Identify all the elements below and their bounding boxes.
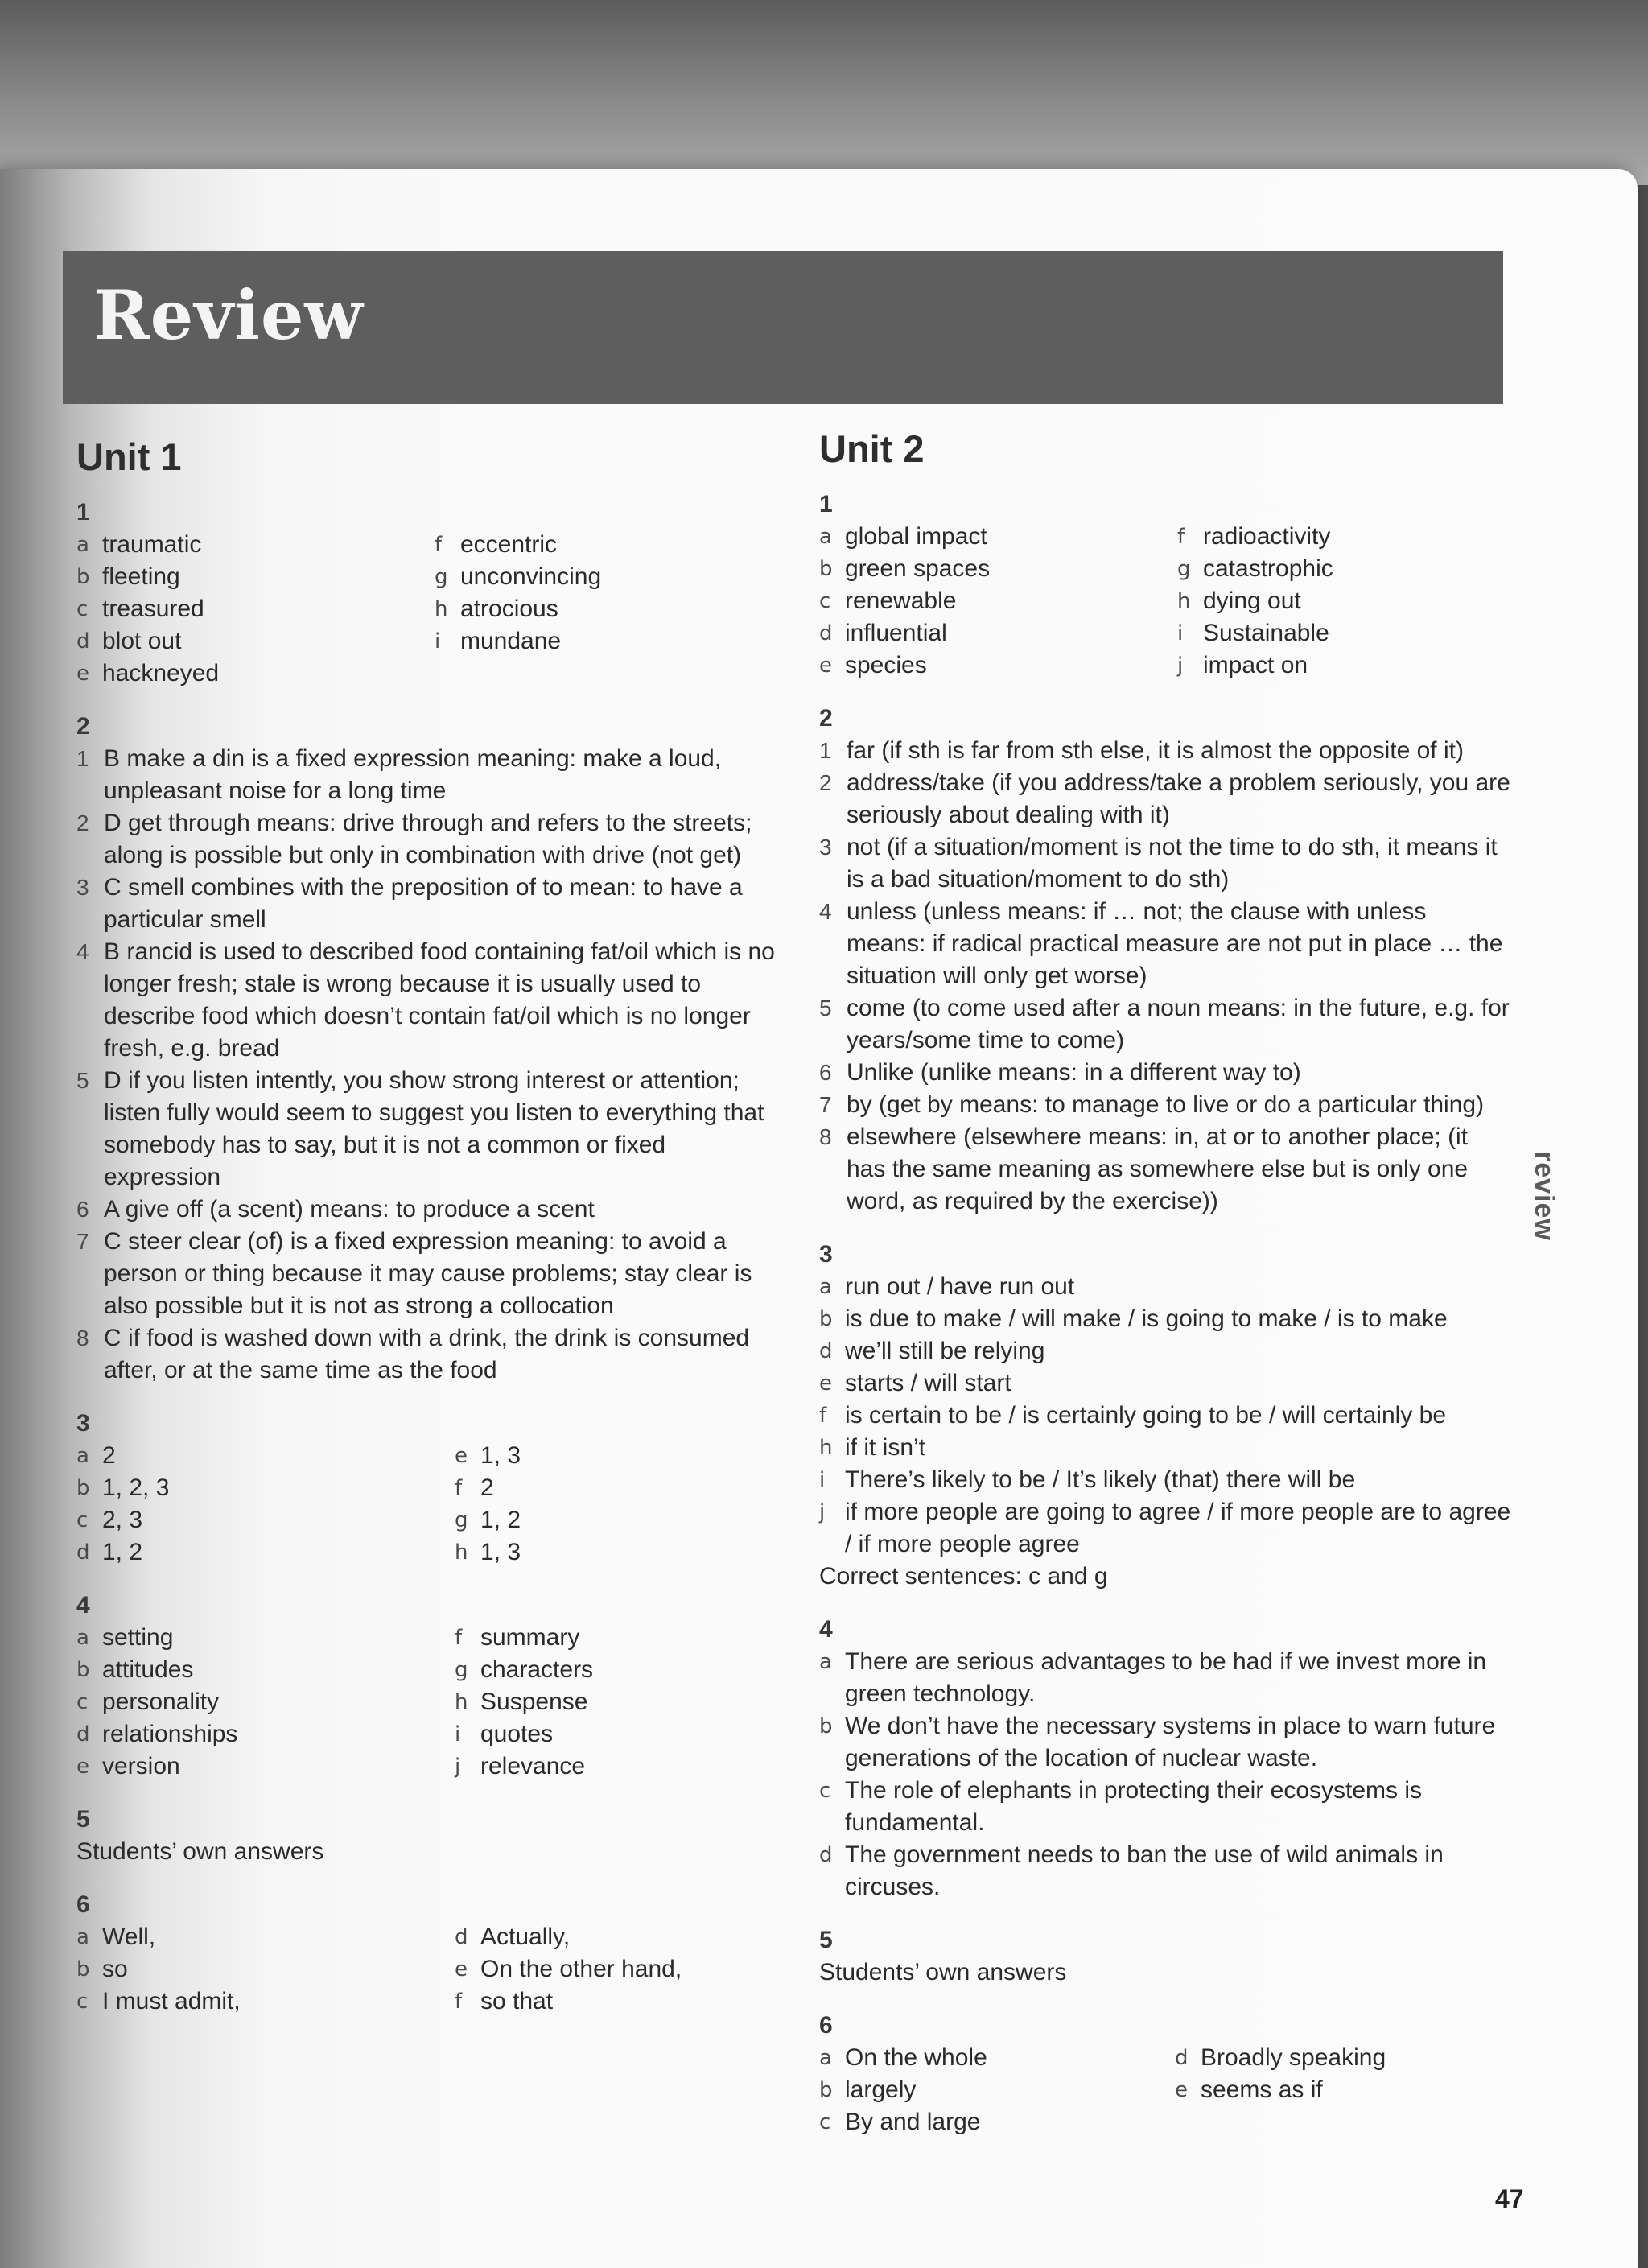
answer-text: attitudes [102, 1656, 194, 1683]
answer-item [455, 1536, 785, 1569]
answer-text: version [102, 1753, 180, 1779]
answer-item [76, 1472, 455, 1504]
answer-letter: e [455, 1957, 468, 1981]
answer-letter: e [76, 1755, 89, 1779]
answer-text: green spaces [845, 555, 991, 582]
answer-letter: e [819, 654, 832, 678]
review-banner [63, 251, 1503, 404]
answer-column-right [455, 1622, 785, 1783]
answer-column-left [76, 1921, 455, 2018]
answer-letter: i [435, 629, 441, 654]
answer-item [819, 2042, 1175, 2074]
answer-number: 1 [819, 738, 832, 763]
answer-text: B make a din is a fixed expression meaning: make a loud, unpleasant noise for a long time [104, 745, 722, 804]
answer-item [819, 1271, 1511, 1303]
answer-column-left [76, 529, 435, 690]
answer-item [76, 593, 435, 625]
unit1-exercise-1 [76, 497, 785, 690]
answer-letter: d [1175, 2046, 1189, 2070]
answer-item [76, 1686, 455, 1718]
unit1-exercise-6 [76, 1889, 785, 2018]
unit1-heading: Unit 1 [76, 435, 182, 478]
answer-item [819, 1710, 1511, 1775]
answer-letter: b [819, 1307, 833, 1331]
answer-text: On the other hand, [480, 1956, 682, 1982]
answer-item [1177, 585, 1511, 617]
exercise-number: 6 [76, 1891, 90, 1918]
answer-text: Sustainable [1203, 620, 1329, 646]
answer-letter: a [819, 525, 832, 549]
answer-text: elsewhere (elsewhere means: in, at or to another place; (it has the same meaning as somewhere else but is only one word, as required by the exercise)) [847, 1124, 1469, 1214]
answer-item [455, 1953, 785, 1986]
answer-item [819, 1367, 1511, 1400]
answer-letter: b [76, 565, 90, 589]
answer-letter: h [435, 597, 448, 621]
answer-text: 2 [102, 1442, 116, 1469]
answer-letter: f [819, 1404, 827, 1428]
exercise-number: 6 [819, 2012, 833, 2039]
exercise-number: 4 [819, 1616, 833, 1643]
answer-item [455, 1622, 785, 1654]
answer-column-right [1177, 521, 1511, 682]
exercise-number: 3 [819, 1241, 833, 1268]
answer-grid [76, 1622, 785, 1783]
answer-letter: b [819, 1714, 833, 1738]
answer-item [76, 1536, 455, 1569]
answer-letter: e [1175, 2078, 1188, 2102]
answer-text: largely [845, 2076, 917, 2103]
answer-column-right [455, 1440, 785, 1569]
answer-item [819, 1303, 1511, 1335]
answer-letter: g [1177, 557, 1191, 581]
unit2-exercise-4 [819, 1614, 1511, 1903]
answer-text: B rancid is used to described food containing fat/oil which is no longer fresh; stale is wrong because it is usually used to describe food which doesn’t contain fat/oil which is no longer fresh, e.g. bread [104, 938, 775, 1062]
answer-letter: i [819, 1468, 826, 1492]
answer-text: unless (unless means: if … not; the clause with unless means: if radical practical measure are not put in place … the situation will only get worse) [847, 898, 1503, 989]
answer-letter: d [76, 1540, 90, 1565]
exercise-number: 2 [819, 705, 833, 732]
answer-text: personality [102, 1689, 220, 1715]
answer-item [435, 625, 785, 658]
answer-text: D if you listen intently, you show strong interest or attention; listen fully would seem to suggest you listen to everything that somebody has to say, but it is not a common or fixed expression [104, 1067, 764, 1190]
answer-letter: c [819, 2110, 831, 2134]
answer-letter: h [1177, 589, 1191, 613]
answer-item [819, 992, 1511, 1057]
answer-text: Unlike (unlike means: in a different way to) [847, 1059, 1301, 1086]
answer-letter: f [455, 1990, 463, 2014]
answer-letter: f [1177, 525, 1185, 549]
answer-item [455, 1686, 785, 1718]
answer-text: 1, 2 [480, 1507, 521, 1533]
answer-column-right [455, 1921, 785, 2018]
answer-letter: c [819, 589, 831, 613]
answer-number: 3 [76, 875, 89, 900]
answer-item [819, 1775, 1511, 1839]
answer-letter: j [819, 1500, 826, 1524]
answer-text: if more people are going to agree / if more people are to agree / if more people agree [845, 1499, 1511, 1557]
answer-text: global impact [845, 523, 987, 550]
answer-text: Broadly speaking [1201, 2044, 1386, 2071]
answer-item [819, 896, 1511, 992]
answer-letter: h [455, 1690, 468, 1714]
answer-text: There are serious advantages to be had if we invest more in green technology. [845, 1648, 1487, 1707]
answer-text: characters [480, 1656, 594, 1683]
answer-item [435, 593, 785, 625]
scan-background [0, 0, 1648, 185]
unit2-exercise-1 [819, 489, 1511, 682]
answer-letter: i [1177, 621, 1184, 645]
answer-item [76, 1504, 455, 1536]
answer-text: starts / will start [845, 1370, 1011, 1396]
answer-letter: g [455, 1658, 468, 1682]
answer-item [819, 767, 1511, 831]
answer-text: I must admit, [102, 1988, 241, 2014]
answer-item [76, 807, 785, 872]
answer-letter: d [819, 621, 833, 645]
answer-item [819, 521, 1177, 553]
answer-text: Well, [102, 1924, 156, 1950]
answer-item [76, 625, 435, 658]
answer-letter: a [76, 1444, 89, 1468]
answer-text: catastrophic [1203, 555, 1333, 582]
answer-letter: g [455, 1508, 468, 1532]
answer-text: run out / have run out [845, 1273, 1075, 1300]
answer-letter: c [76, 1508, 89, 1532]
answer-text: radioactivity [1203, 523, 1331, 550]
answer-item [76, 1322, 785, 1387]
answer-text: hackneyed [102, 660, 220, 687]
answer-number: 7 [76, 1229, 89, 1254]
answer-letter: c [76, 1990, 89, 2014]
exercise-number: 4 [76, 1592, 90, 1619]
answer-grid [76, 1921, 785, 2018]
answer-letter: d [819, 1843, 833, 1867]
answer-letter: a [819, 2046, 832, 2070]
exercise-number: 1 [76, 499, 90, 526]
answer-text: Suspense [480, 1689, 588, 1715]
answer-text: atrocious [460, 596, 558, 622]
exercise-number: 5 [76, 1806, 90, 1833]
answer-item [76, 1986, 455, 2018]
answer-item [819, 1839, 1511, 1903]
answer-item [819, 585, 1177, 617]
answer-item [819, 1400, 1511, 1432]
answer-text: Students’ own answers [76, 1838, 324, 1865]
unit1-column [76, 435, 785, 2039]
answer-text: far (if sth is far from sth else, it is almost the opposite of it) [847, 737, 1464, 764]
answer-letter: a [76, 533, 89, 557]
answer-text: fleeting [102, 563, 180, 590]
answer-text: Actually, [480, 1924, 571, 1950]
answer-text: C smell combines with the preposition of to mean: to have a particular smell [104, 874, 743, 933]
unit2-exercise-3 [819, 1239, 1511, 1593]
answer-text: address/take (if you address/take a problem seriously, you are seriously about dealing with it) [847, 769, 1510, 828]
answer-letter: h [819, 1436, 833, 1460]
answer-item [455, 1921, 785, 1953]
answer-item [819, 735, 1511, 767]
answer-item [819, 649, 1177, 682]
answer-letter: a [819, 1650, 832, 1674]
answer-item [76, 1654, 455, 1686]
answer-text: we’ll still be relying [845, 1338, 1045, 1364]
answer-item [1175, 2074, 1511, 2106]
answer-number: 4 [819, 899, 832, 924]
exercise-number: 5 [819, 1927, 833, 1953]
answer-letter: c [76, 597, 89, 621]
answer-item [76, 1622, 455, 1654]
section-side-tab: review [1529, 1151, 1559, 1241]
answer-letter: e [819, 1371, 832, 1396]
answer-text: Students’ own answers [819, 1959, 1067, 1986]
answer-letter: f [455, 1626, 463, 1650]
answer-item [819, 1121, 1511, 1218]
answer-text: not (if a situation/moment is not the time to do sth, it means it is a bad situation/moment to do sth) [847, 834, 1498, 893]
answer-item [819, 831, 1511, 896]
answer-text: By and large [845, 2109, 981, 2135]
exercise-number: 2 [76, 713, 90, 740]
answer-number: 8 [76, 1326, 89, 1350]
answer-item [76, 529, 435, 561]
answer-item [435, 561, 785, 593]
answer-letter: f [455, 1476, 463, 1500]
answer-item [819, 1335, 1511, 1367]
answer-text: relationships [102, 1721, 238, 1747]
answer-number: 1 [76, 746, 89, 771]
answer-number: 5 [76, 1068, 89, 1093]
unit1-exercise-2 [76, 711, 785, 1387]
answer-column-left [76, 1622, 455, 1783]
answer-number: 6 [76, 1197, 89, 1222]
answer-item [76, 743, 785, 807]
answer-text: species [845, 652, 927, 678]
answer-text: seems as if [1201, 2076, 1323, 2103]
answer-text: if it isn’t [845, 1434, 926, 1461]
answer-text: traumatic [102, 531, 202, 558]
answer-text: There’s likely to be / It’s likely (that) there will be [845, 1466, 1356, 1493]
answer-letter: j [1177, 654, 1184, 678]
unit1-exercise-4 [76, 1590, 785, 1783]
answer-item [819, 1432, 1511, 1464]
answer-item [76, 658, 435, 690]
answer-item [76, 1750, 455, 1783]
answer-text: On the whole [845, 2044, 987, 2071]
answer-item [76, 561, 435, 593]
answer-item [819, 2106, 1175, 2138]
answer-text: setting [102, 1624, 174, 1651]
answer-number: 6 [819, 1060, 832, 1085]
answer-text: influential [845, 620, 947, 646]
page-number: 47 [1495, 2184, 1524, 2213]
answer-text: so [102, 1956, 128, 1982]
answer-item [1177, 553, 1511, 585]
answer-text: C if food is washed down with a drink, the drink is consumed after, or at the same time as the food [104, 1325, 750, 1383]
answer-text: 1, 3 [480, 1442, 521, 1469]
answer-text: 1, 2, 3 [102, 1474, 170, 1501]
answer-grid [819, 521, 1511, 682]
answer-item [455, 1986, 785, 2018]
answer-number: 5 [819, 996, 832, 1021]
answer-letter: b [819, 557, 833, 581]
answer-letter: f [435, 533, 443, 557]
answer-item [455, 1472, 785, 1504]
answer-item [76, 1194, 785, 1226]
answer-item [819, 553, 1177, 585]
unit2-exercise-2 [819, 703, 1511, 1218]
answer-letter: d [455, 1925, 468, 1949]
answer-text: A give off (a scent) means: to produce a scent [104, 1196, 595, 1223]
answer-letter: c [76, 1690, 89, 1714]
answer-column-left [819, 521, 1177, 682]
answer-item [435, 529, 785, 561]
answer-text: blot out [102, 628, 182, 654]
answer-text: by (get by means: to manage to live or do a particular thing) [847, 1091, 1485, 1118]
answer-number: 7 [819, 1092, 832, 1117]
answer-text: unconvincing [460, 563, 602, 590]
unit2-exercise-5 [819, 1924, 1511, 1989]
unit2-exercise-6 [819, 2010, 1511, 2138]
answer-number: 2 [819, 770, 832, 795]
answer-item [76, 1440, 455, 1472]
answer-text: eccentric [460, 531, 558, 558]
answer-letter: a [819, 1275, 832, 1299]
answer-number: 8 [819, 1124, 832, 1149]
answer-number: 2 [76, 810, 89, 835]
answer-text: relevance [480, 1753, 586, 1779]
answer-letter: a [76, 1626, 89, 1650]
answer-item [819, 1057, 1511, 1089]
answer-item [455, 1440, 785, 1472]
answer-grid [819, 2042, 1511, 2138]
answer-column-right [435, 529, 785, 690]
answer-item [76, 1226, 785, 1322]
unit2-column [819, 427, 1511, 2159]
answer-text: summary [480, 1624, 580, 1651]
answer-item [819, 1496, 1511, 1561]
answer-item [76, 872, 785, 936]
answer-item [455, 1750, 785, 1783]
answer-text: is certain to be / is certainly going to be / will certainly be [845, 1402, 1447, 1429]
answer-item [1177, 521, 1511, 553]
answer-text: mundane [460, 628, 562, 654]
exercise-number: 3 [76, 1410, 90, 1437]
answer-item [819, 1646, 1511, 1710]
answer-letter: d [76, 1722, 90, 1746]
answer-item [455, 1654, 785, 1686]
answer-text: is due to make / will make / is going to make / is to make [845, 1305, 1448, 1332]
answer-item [1175, 2042, 1511, 2074]
answer-item [76, 936, 785, 1065]
answer-item [819, 617, 1177, 649]
answer-text: dying out [1203, 588, 1301, 614]
answer-letter: d [819, 1339, 833, 1363]
answer-item [819, 1089, 1511, 1121]
answer-letter: d [76, 629, 90, 654]
answer-item [1177, 617, 1511, 649]
exercise-number: 1 [819, 491, 833, 518]
answer-item [455, 1718, 785, 1750]
answer-column-right [1175, 2042, 1511, 2138]
answer-letter: a [76, 1925, 89, 1949]
answer-letter: e [455, 1444, 468, 1468]
answer-item [819, 2074, 1175, 2106]
answer-letter: h [455, 1540, 468, 1565]
answer-item [76, 1953, 455, 1986]
answer-number: 4 [76, 939, 89, 964]
answer-text: come (to come used after a noun means: in the future, e.g. for years/some time to come) [847, 995, 1510, 1054]
unit2-heading: Unit 2 [819, 427, 925, 470]
answer-item [455, 1504, 785, 1536]
answer-text: renewable [845, 588, 957, 614]
answer-text: The role of elephants in protecting their ecosystems is fundamental. [845, 1777, 1423, 1836]
answer-letter: b [76, 1476, 90, 1500]
answer-letter: b [76, 1957, 90, 1981]
answer-text: 2 [480, 1474, 494, 1501]
answer-text: 1, 2 [102, 1539, 143, 1565]
answer-text: The government needs to ban the use of wild animals in circuses. [845, 1841, 1444, 1900]
answer-letter: c [819, 1779, 831, 1803]
answer-grid [76, 529, 785, 690]
answer-number: 3 [819, 835, 832, 860]
unit1-exercise-3 [76, 1408, 785, 1569]
answer-letter: b [76, 1658, 90, 1682]
answer-column-left [76, 1440, 455, 1569]
answer-text: 1, 3 [480, 1539, 521, 1565]
answer-text: so that [480, 1988, 554, 2014]
answer-letter: i [455, 1722, 461, 1746]
answer-column-left [819, 2042, 1175, 2138]
answer-item [76, 1718, 455, 1750]
answer-letter: g [435, 565, 448, 589]
answer-item [76, 1065, 785, 1194]
answer-item [1177, 649, 1511, 682]
answer-text: treasured [102, 596, 204, 622]
answer-text: We don’t have the necessary systems in place to warn future generations of the location of nuclear waste. [845, 1713, 1496, 1771]
answer-text: impact on [1203, 652, 1308, 678]
answer-text: quotes [480, 1721, 554, 1747]
answer-grid [76, 1440, 785, 1569]
answer-text: 2, 3 [102, 1507, 143, 1533]
page-title: Review [93, 275, 364, 355]
answer-item [76, 1921, 455, 1953]
answer-text: C steer clear (of) is a fixed expression meaning: to avoid a person or thing because it may cause problems; stay clear is also possible but it is not as strong a collocation [104, 1228, 752, 1319]
answer-letter: e [76, 662, 89, 686]
correct-sentences-note: Correct sentences: c and g [819, 1563, 1108, 1590]
answer-item [819, 1464, 1511, 1496]
answer-letter: j [455, 1755, 461, 1779]
answer-text: D get through means: drive through and refers to the streets; along is possible but only in combination with drive (not get) [104, 810, 752, 868]
unit1-exercise-5 [76, 1804, 785, 1868]
answer-letter: b [819, 2078, 833, 2102]
